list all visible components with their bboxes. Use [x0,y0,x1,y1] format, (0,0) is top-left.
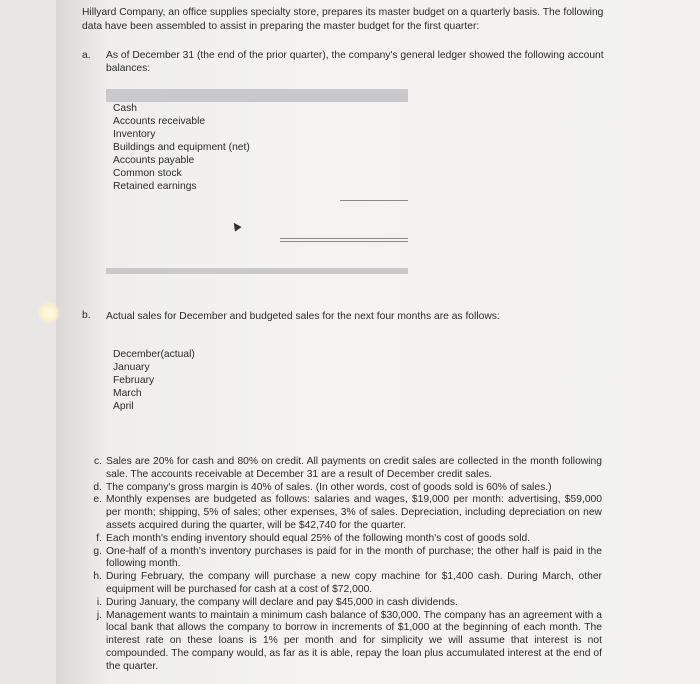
account-name: Inventory [113,129,156,140]
account-name: Accounts receivable [113,116,206,127]
total-rule-1 [280,238,408,239]
item-marker: j. [96,609,102,621]
sales-month: April [113,401,134,412]
item-marker: e. [93,494,102,506]
list-item [82,456,602,482]
item-marker: f. [96,532,102,544]
item-marker: h. [93,571,102,583]
item-text: One-half of a month's inventory purchases is paid for in the month of purchase; the other half is paid in the following month. [106,545,602,570]
part-b-text: Actual sales for December and budgeted sales for the next four months are as follows: [106,311,500,322]
item-marker: d. [93,481,102,493]
list-item [82,494,602,532]
account-name: Cash [113,103,138,114]
account-name: Buildings and equipment (net) [113,142,250,153]
account-name: Common stock [113,168,182,179]
item-text: Each month's ending inventory should equal 25% of the following month's cost of goods sold. [106,532,531,544]
account-name: Accounts payable [113,155,195,166]
subtotal-rule [340,200,408,201]
part-b-marker: b. [82,310,91,321]
assumption-list [82,456,602,674]
list-item [82,546,602,572]
account-name: Retained earnings [113,181,197,192]
total-rule-2 [280,241,408,242]
sales-month: February [113,375,155,386]
item-text: Sales are 20% for cash and 80% on credit. All payments on credit sales are collected in the month following sale. The accounts receivable at December 31 are a result of December credit sales. [106,456,602,480]
list-item [82,610,602,674]
item-text: The company's gross margin is 40% of sales. (In other words, cost of goods sold is 60% of sales.) [106,481,552,493]
table-header-bar [106,89,408,102]
light-glare [38,302,60,324]
sales-month: December(actual) [113,349,195,360]
item-marker: i. [96,596,102,608]
item-marker: c. [93,456,102,467]
item-text: Management wants to maintain a minimum cash balance of $30,000. The company has an agreement with a local bank that allows the company to borrow in increments of $1,000 at the beginning of each month. The interest rate on these loans is 1% per month and for simplicity we will assume that interest is not compounded. The company would, as far as it is able, repay the loan plus accumulated interest at the end of the quarter. [106,609,602,672]
sales-month: March [113,388,142,399]
table-footer-bar [106,268,408,274]
item-text: During February, the company will purchase a new copy machine for $1,400 cash. During March, other equipment will be purchased for cash at a cost of $72,000. [106,571,602,595]
item-text: Monthly expenses are budgeted as follows: salaries and wages, $19,000 per month: advertising, $59,000 per month; shipping, 5% of sales; other expenses, 3% of sales. Depreciation, including depreciation on new assets acquired during the quarter, will be $42,740 for the quarter. [106,494,602,531]
sales-month: January [113,362,150,373]
part-a-marker: a. [82,50,91,61]
intro-paragraph: Hillyard Company, an office supplies specialty store, prepares its master budget on a quarterly basis. The following data have been assembled to assist in preparing the master budget for the first quarter: [82,7,604,32]
list-item [82,571,602,597]
part-a-text: As of December 31 (the end of the prior quarter), the company's general ledger showed the following account balances: [106,50,604,74]
list-item [82,533,602,546]
item-text: During January, the company will declare and pay $45,000 in cash dividends. [106,596,458,608]
list-item [82,482,602,495]
item-marker: g. [93,545,102,557]
list-item [82,597,602,610]
